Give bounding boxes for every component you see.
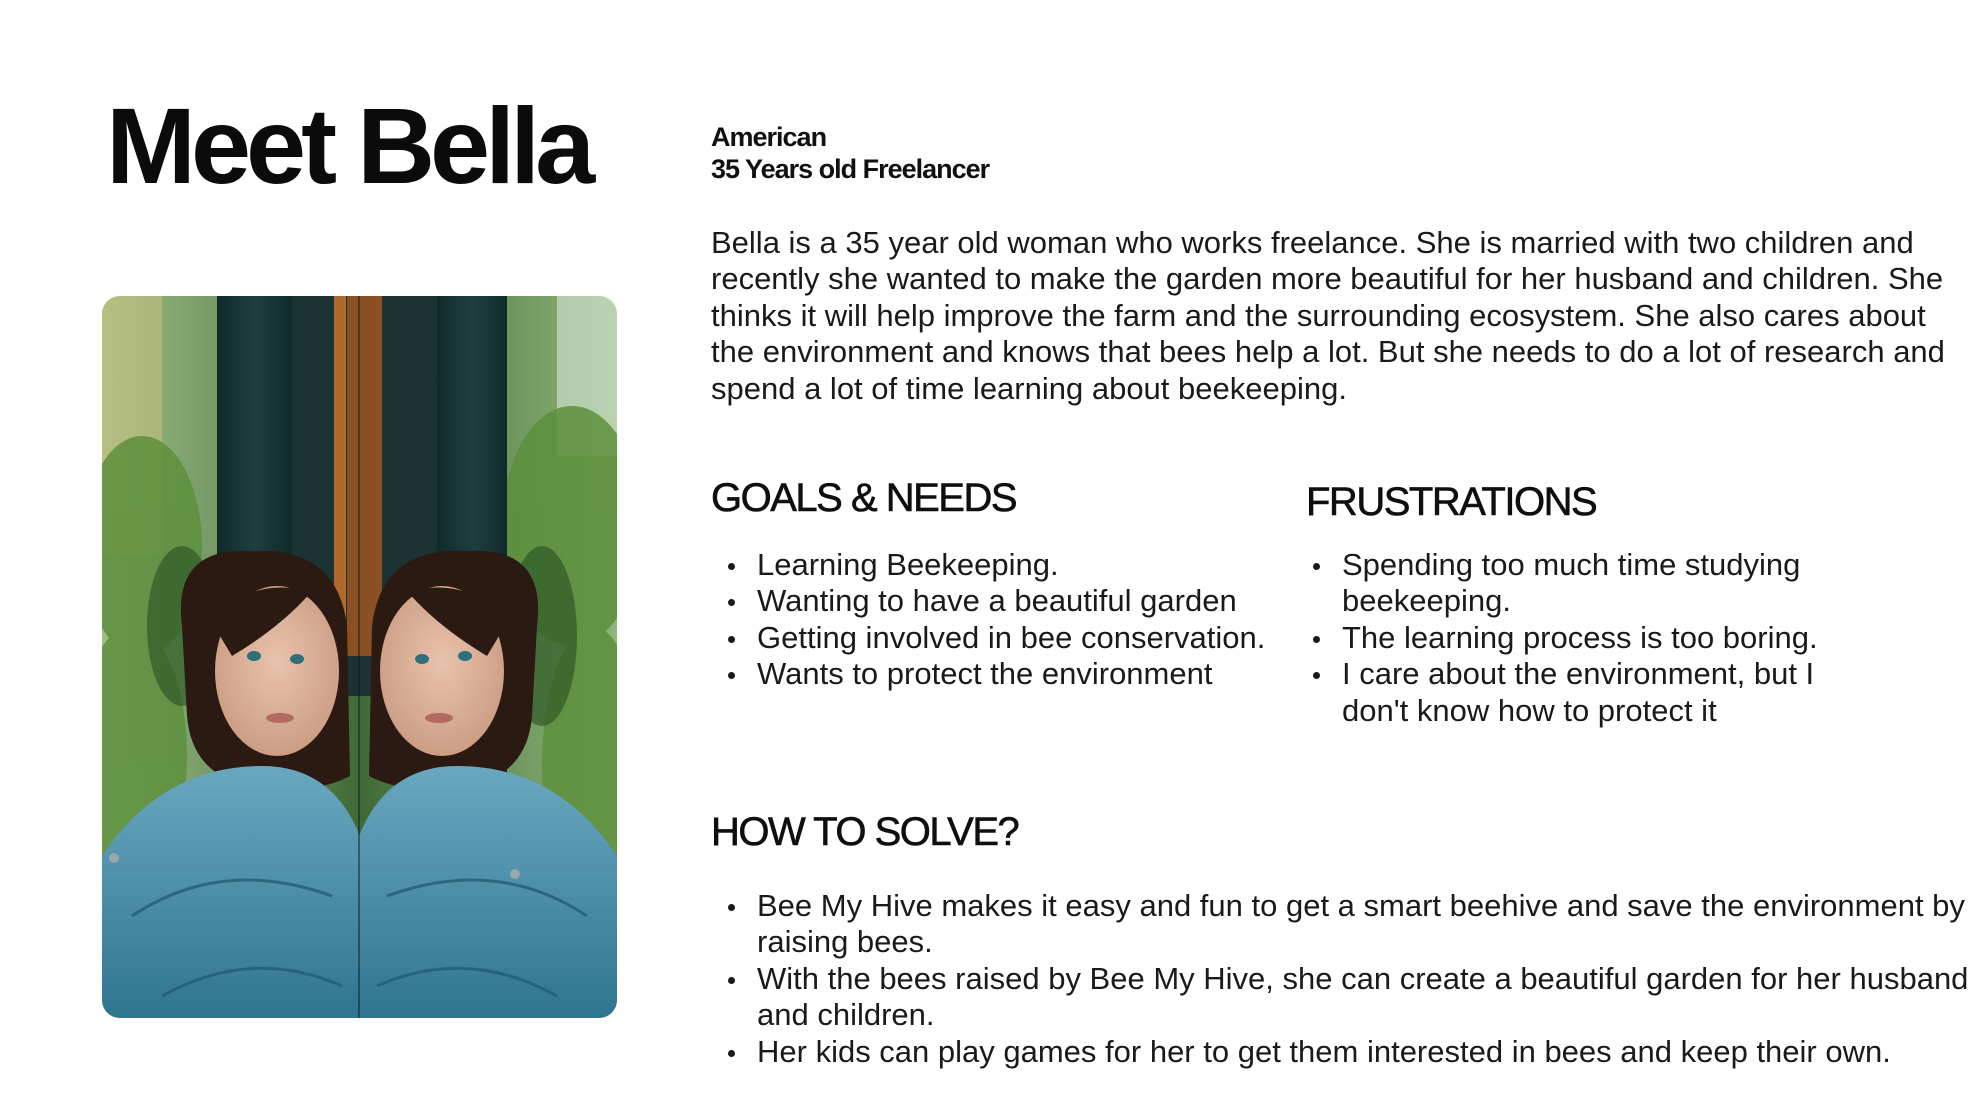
- goals-item: Wants to protect the environment: [711, 656, 1281, 692]
- persona-meta: [711, 121, 989, 185]
- goals-item: Getting involved in bee conservation.: [711, 620, 1281, 656]
- goals-item: Learning Beekeeping.: [711, 547, 1281, 583]
- frustrations-item: The learning process is too boring.: [1296, 620, 1876, 656]
- frustrations-item: Spending too much time studying beekeeping.: [1296, 547, 1876, 620]
- solve-heading: HOW TO SOLVE?: [711, 810, 1019, 854]
- solve-item: With the bees raised by Bee My Hive, she can create a beautiful garden for her husband and children.: [711, 961, 1971, 1034]
- goals-item: Wanting to have a beautiful garden: [711, 583, 1281, 619]
- frustrations-item: I care about the environment, but I don't know how to protect it: [1296, 656, 1876, 729]
- persona-intro: Bella is a 35 year old woman who works freelance. She is married with two children and recently she wanted to make the garden more beautiful for her husband and children. She thinks it will help improve the farm and the surrounding ecosystem. She also cares about the environment and knows that bees help a lot. But she needs to do a lot of research and spend a lot of time learning about beekeeping.: [711, 225, 1945, 406]
- goals-list: [711, 547, 1281, 693]
- solve-item: Bee My Hive makes it easy and fun to get a smart beehive and save the environment by raising bees.: [711, 888, 1971, 961]
- persona-age-occupation: 35 Years old Freelancer: [711, 154, 990, 184]
- page-title: Meet Bella: [106, 85, 591, 206]
- frustrations-list: [1296, 547, 1876, 729]
- solve-item: Her kids can play games for her to get them interested in bees and keep their own.: [711, 1034, 1971, 1070]
- frustrations-heading: FRUSTRATIONS: [1306, 480, 1597, 524]
- persona-nationality: American: [711, 122, 827, 152]
- portrait-photo-icon: [102, 296, 617, 1018]
- persona-photo: [102, 296, 617, 1018]
- solve-list: [711, 888, 1971, 1070]
- goals-heading: GOALS & NEEDS: [711, 476, 1017, 520]
